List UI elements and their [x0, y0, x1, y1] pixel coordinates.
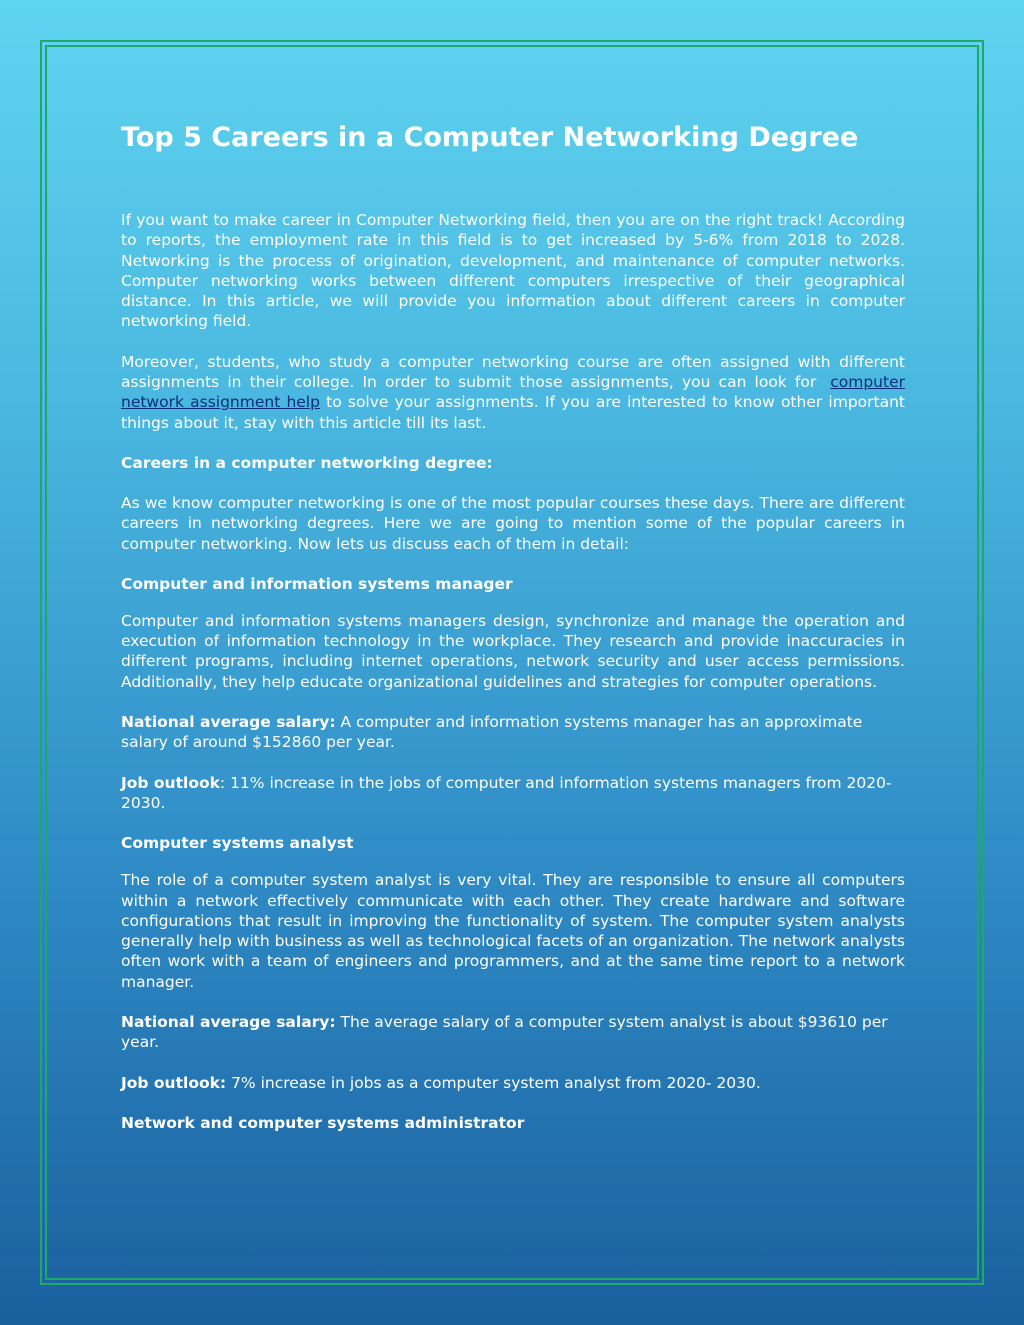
salary-manager — [121, 712, 905, 753]
assignment-help-link[interactable]: computer network assignment help — [121, 373, 905, 412]
section-heading-analyst: Computer systems analyst — [121, 834, 354, 853]
document-content — [121, 118, 905, 1153]
salary-text: The average salary of a computer system analyst is about $93610 per year. — [121, 1013, 888, 1052]
section-heading-manager: Computer and information systems manager — [121, 574, 513, 593]
intro-paragraph: If you want to make career in Computer Networking field, then you are on the right track! According to reports, the employment rate in this field is to get increased by 5-6% from 2018 to 2028. Networking is the process of origination, development, and maintenance of computer networks. Computer networking works between different computers irrespective of their geographical distance. In this article, we will provide you information about different careers in computer networking field. — [121, 211, 905, 331]
section-heading-administrator: Network and computer systems administrator — [121, 1113, 525, 1132]
assignment-help-text-before: Moreover, students, who study a computer networking course are often assigned with different assignments in their college. In order to submit those assignments, you can look for — [121, 352, 905, 392]
salary-analyst — [121, 1012, 905, 1053]
outlook-label: Job outlook: — [121, 1073, 227, 1092]
section-body-analyst: The role of a computer system analyst is very vital. They are responsible to ensure all computers within a network effectively communicate with each other. They create hardware and software configurations that result in improving the functionality of system. The computer system analysts generally help with business as well as technological facets of an organization. The network analysts often work with a team of engineers and programmers, and at the same time report to a network manager. — [121, 871, 905, 991]
outlook-text: : 11% increase in the jobs of computer and information systems managers from 2020-2030. — [121, 773, 892, 812]
careers-intro-paragraph: As we know computer networking is one of the most popular courses these days. There are different careers in networking degrees. Here we are going to mention some of the popular careers in computer networking. Now lets us discuss each of them in detail: — [121, 493, 905, 553]
outlook-label: Job outlook — [121, 773, 220, 792]
salary-label: National average salary: — [121, 1013, 336, 1032]
outlook-text: 7% increase in jobs as a computer system analyst from 2020- 2030. — [231, 1073, 761, 1092]
assignment-help-text-after: to solve your assignments. If you are interested to know other important things about it, stay with this article till its last. — [121, 393, 905, 432]
careers-heading: Careers in a computer networking degree: — [121, 453, 493, 472]
salary-label: National average salary: — [121, 713, 336, 732]
section-body-manager: Computer and information systems managers design, synchronize and manage the operation and execution of information technology in the workplace. They research and provide inaccuracies in different programs, including internet operations, network security and user access permissions. Additionally, they help educate organizational guidelines and strategies for computer operations. — [121, 611, 905, 691]
salary-text: A computer and information systems manager has an approximate salary of around $152860 per year. — [121, 713, 863, 752]
assignment-help-paragraph — [121, 352, 905, 433]
outlook-manager — [121, 773, 905, 814]
page-title: Top 5 Careers in a Computer Networking Degree — [121, 122, 859, 153]
outlook-analyst — [121, 1073, 905, 1093]
